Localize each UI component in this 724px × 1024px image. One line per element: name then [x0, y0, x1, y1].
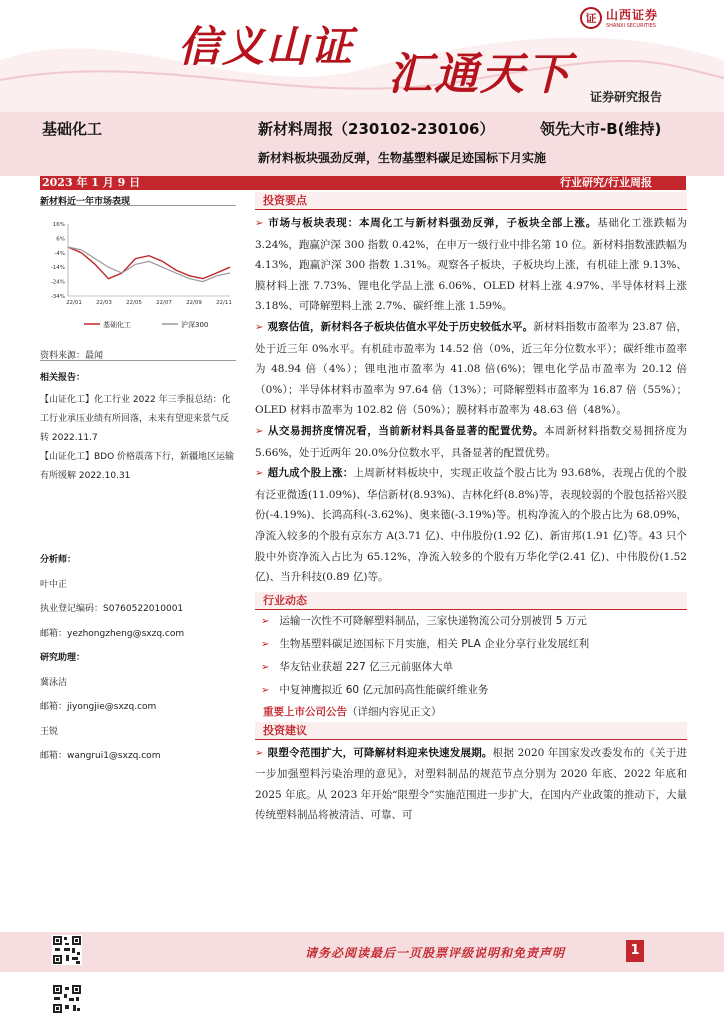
x-tick-label: 22/01	[66, 300, 82, 306]
assistant2-email[interactable]: 邮箱：wangrui1@sxzq.com	[40, 751, 161, 761]
analyst-block	[40, 548, 236, 769]
x-tick-label: 22/05	[126, 300, 142, 306]
page-number: 1	[626, 940, 644, 962]
industry-name: 基础化工	[42, 120, 103, 138]
report-subtitle: 新材料板块强劲反弹，生物基塑料碳足迹国标下月实施	[258, 151, 547, 165]
assistant1-email[interactable]: 邮箱：jiyongjie@sxzq.com	[40, 702, 157, 712]
chart-source: 资料来源：最闻	[40, 351, 104, 361]
y-tick-label: -4%	[54, 250, 65, 257]
series-line-hs300	[68, 247, 230, 282]
arrow-bullet-icon: ➢	[255, 425, 264, 437]
arrow-bullet-icon: ➢	[255, 468, 264, 480]
rating-label: 领先大市-B(维持)	[540, 120, 662, 138]
x-tick-label: 22/03	[96, 300, 112, 306]
arrow-bullet-icon: ➢	[261, 615, 270, 627]
market-performance-chart	[40, 218, 236, 336]
analyst-email[interactable]: 邮箱：yezhongzheng@sxzq.com	[40, 628, 185, 639]
arrow-bullet-icon: ➢	[255, 218, 264, 229]
y-tick-label: 16%	[52, 222, 65, 228]
news-item[interactable]: ➢ 运输一次性不可降解塑料制品，三家快递物流公司分别被罚 5 万元	[261, 614, 587, 627]
arrow-bullet-icon: ➢	[261, 661, 270, 673]
analyst-cert: 执业登记编码：S0760522010001	[40, 604, 184, 614]
header-banner	[0, 0, 724, 112]
paragraph-valuation: ➢ 观察估值，新材料各子板块估值水平处于历史较低水平。新材料指数市盈率为 23.87 倍，处于近三年 0%水平。有机硅市盈率为 14.52 倍（0%，近三年分位数水平）；碳纤维市盈率为 48.94 倍（4%）；锂电池市盈率为 41.08 倍(6%)；锂电化学品市盈率为 20.12 倍（0%）；半导体材料市盈率为 97.64 倍（13%）；可降解塑料市盈率为 16.87 倍（55%）；OLED 材料市盈率为 102.82 倍（50%）；膜材料市盈率为 48.63 倍（48%）。	[255, 320, 688, 417]
main-content	[255, 192, 687, 826]
legend-label: 沪深300	[181, 321, 209, 329]
investment-heading: 投资要点	[255, 192, 687, 210]
related-report-2[interactable]: 【山证化工】BDO 价格震荡下行，新疆地区运输有所缓解 2022.10.31	[40, 452, 235, 481]
news-item[interactable]: ➢ 生物基塑料碳足迹国标下月实施，相关 PLA 企业分享行业发展红利	[261, 637, 590, 650]
divider	[40, 360, 236, 361]
slogan-part1: 信义山证	[178, 22, 355, 71]
y-tick-label: -34%	[50, 294, 65, 300]
paragraph-crowding: ➢ 从交易拥挤度情况看，当前新材料具备显著的配置优势。本周新材料指数交易拥挤度为 5.66%，处于近两年 20.0%分位数水平，具备显著的配置优势。	[255, 424, 688, 459]
company-logo	[580, 6, 658, 29]
legend-label: 基础化工	[103, 321, 131, 329]
related-heading: 相关报告：	[40, 373, 86, 383]
paragraph-stocks: ➢ 超九成个股上涨：上周新材料板块中，实现正收益个股占比为 93.68%，表现占优的个股有泛亚微透(11.09%)、华信新材(8.93%)、吉林化纤(8.8%)等，表现较弱的个股包括裕兴股份(-4.19%)、长鸿高科(-3.62%)、奥来德(-3.19%)等。机构净流入的个股占比为 68.09%，净流入较多的个股有京东方 A(3.71 亿)、中伟股份(1.92 亿)、新宙邦(1.91 亿)等。43 只个股中外资净流入占比为 65.12%，净流入较多的个股有万华化学(2.41 亿)、中伟股份(1.52 亿)、当升科技(0.89 亿)等。	[255, 467, 687, 584]
series-line-chemicals	[68, 247, 230, 279]
report-title: 新材料周报（230102-230106）	[258, 120, 495, 138]
logo-en-text: SHANXI SECURITIES	[606, 23, 656, 29]
chart-title: 新材料近一年市场表现	[40, 197, 131, 207]
qr-code-icon	[52, 984, 82, 1014]
report-category: 行业研究/行业周报	[560, 176, 653, 189]
news-item[interactable]: ➢ 中复神鹰拟近 60 亿元加码高性能碳纤维业务	[261, 683, 489, 696]
x-tick-label: 22/11	[216, 300, 232, 306]
paragraph-suggestion: ➢ 限塑令范围扩大，可降解材料迎来快速发展期。根据 2020 年国家发改委发布的《关于进一步加强塑料污染治理的意见》，对塑料制品的规范节点分别为 2020 年底、2022 年底和 2025 年底。从 2023 年开始“限塑令”实施范围进一步扩大，在国内产业政策的推动下，大量传统塑料制品将被清洁、可靠、可	[255, 746, 687, 822]
assistant2-name: 王锐	[40, 726, 59, 737]
industry-news-heading: 行业动态	[255, 592, 687, 610]
analyst-name: 叶中正	[40, 579, 68, 590]
y-tick-label: 6%	[56, 236, 65, 243]
logo-mark-icon: 证	[580, 7, 602, 29]
y-tick-label: -24%	[50, 279, 65, 286]
divider	[40, 205, 236, 206]
company-notice[interactable]: 重要上市公司公告（详细内容见正文）	[263, 705, 442, 718]
qr-code-icon	[52, 935, 82, 965]
related-report-1[interactable]: 【山证化工】化工行业 2022 年三季报总结：化工行业承压业绩有所回落，未来有望迎来景气反转 2022.11.7	[40, 395, 231, 443]
report-type-label: 证券研究报告	[590, 90, 663, 104]
arrow-bullet-icon: ➢	[261, 638, 270, 650]
suggestion-heading: 投资建议	[255, 722, 687, 740]
y-tick-label: -14%	[50, 265, 65, 272]
assistant1-name: 冀泳洁	[40, 677, 68, 688]
slogan-part2: 汇通天下	[388, 49, 572, 100]
news-item[interactable]: ➢ 华友钴业获超 227 亿三元前驱体大单	[261, 660, 454, 673]
assistant-heading: 研究助理：	[40, 653, 86, 663]
arrow-bullet-icon: ➢	[255, 321, 264, 333]
report-date: 2023 年 1 月 9 日	[42, 176, 141, 189]
x-tick-label: 22/07	[156, 300, 172, 306]
x-tick-label: 22/09	[186, 300, 202, 306]
analyst-heading: 分析师：	[40, 555, 77, 565]
logo-cn-text: 山西证券	[606, 8, 659, 22]
arrow-bullet-icon: ➢	[261, 684, 270, 696]
arrow-bullet-icon: ➢	[255, 747, 264, 759]
disclaimer-notice: 请务必阅读最后一页股票评级说明和免责声明	[305, 946, 566, 960]
related-reports	[40, 370, 236, 486]
paragraph-market: ➢ 市场与板块表现：本周化工与新材料强劲反弹，子板块全部上涨。基础化工涨跌幅为 3.24%，跑赢沪深 300 指数 0.42%，在申万一级行业中排名第 10 位。新材料指数涨跌幅为 4.13%，跑赢沪深 300 指数 1.31%。观察各子板块，子板块均上涨，有机硅上涨 9.13%、膜材料上涨 7.73%、锂电化学品上涨 6.06%、OLED 材料上涨 4.97%、半导体材料上涨 3.18%、可降解塑料上涨 2.7%、碳纤维上涨 1.59%。	[255, 217, 688, 313]
